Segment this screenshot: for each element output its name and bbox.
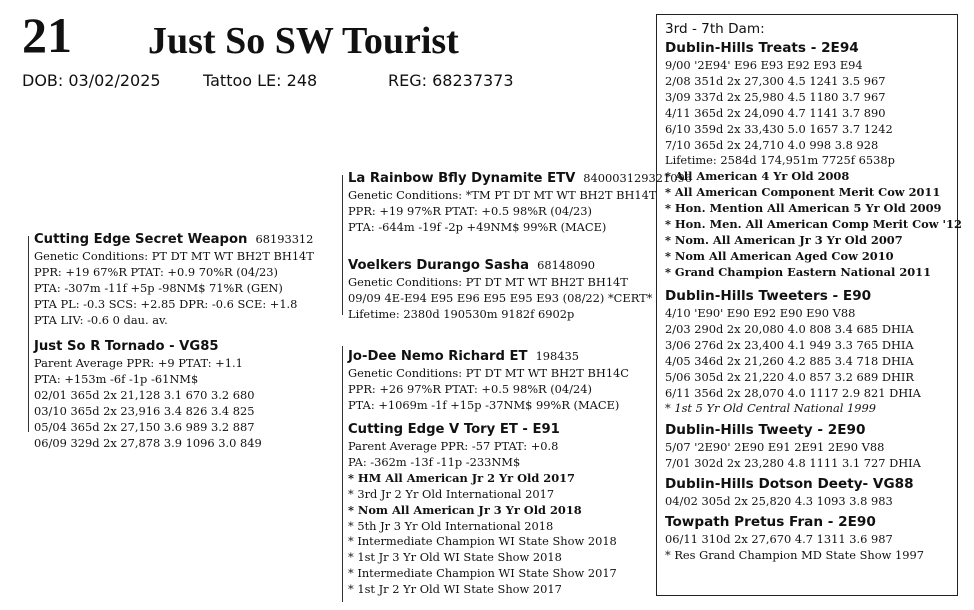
record-line: Genetic Conditions: PT DT MT WT BH2T BH14C xyxy=(348,366,630,380)
sixth-dam-block xyxy=(665,475,914,510)
extended-dams-heading: 3rd - 7th Dam: xyxy=(665,21,765,37)
sire-bracket-line xyxy=(28,236,29,432)
record-line: Lifetime: 2584d 174,951m 7725f 6538p xyxy=(665,153,895,168)
d4-name xyxy=(665,287,921,306)
registration-id: 68148090 xyxy=(537,258,596,272)
lot-number: 21 xyxy=(22,7,72,63)
record-line: * 3rd Jr 2 Yr Old International 2017 xyxy=(348,486,555,501)
tattoo-id: Tattoo LE: 248 xyxy=(203,71,318,90)
record-line: PTA: +153m -6f -1p -61NM$ xyxy=(34,371,199,386)
record-line: PTA: -644m -19f -2p +49NM$ 99%R (MACE) xyxy=(348,219,607,234)
record-line: 7/01 302d 2x 23,280 4.8 1111 3.1 727 DHIA xyxy=(665,455,921,470)
record-line: 2/03 290d 2x 20,080 4.0 808 3.4 685 DHIA xyxy=(665,321,914,336)
record-line: 5/07 '2E90' 2E90 E91 2E91 2E90 V88 xyxy=(665,440,885,454)
record-line: 6/10 359d 2x 33,430 5.0 1657 3.7 1242 xyxy=(665,121,893,136)
record-line: Parent Average PPR: -57 PTAT: +0.8 xyxy=(348,439,559,453)
record-line: * All American Component Merit Cow 2011 xyxy=(665,185,941,200)
third-dam-block xyxy=(665,39,962,281)
record-line: Genetic Conditions: PT DT MT WT BH2T BH14T xyxy=(348,275,628,289)
animal-name-text: Dublin-Hills Tweeters - E90 xyxy=(665,288,872,304)
record-line: PPR: +26 97%R PTAT: +0.5 98%R (04/24) xyxy=(348,381,592,396)
fifth-dam-block xyxy=(665,421,921,472)
registration-id: 198435 xyxy=(535,349,580,363)
record-line: Parent Average PPR: +9 PTAT: +1.1 xyxy=(34,356,243,370)
dam-block xyxy=(34,337,262,451)
d7-name xyxy=(665,513,924,532)
record-line: 09/09 4E-E94 E95 E96 E95 E95 E93 (08/22) *CERT* xyxy=(348,290,653,305)
record-line: PA: -362m -13f -11p -233NM$ xyxy=(348,454,521,469)
record-line: PPR: +19 97%R PTAT: +0.5 98%R (04/23) xyxy=(348,203,592,218)
sire-sire-block xyxy=(348,169,692,236)
animal-name-text: Voelkers Durango Sasha xyxy=(348,258,530,273)
seventh-dam-block xyxy=(665,513,924,564)
record-line: * 1st 5 Yr Old Central National 1999 xyxy=(665,401,877,416)
record-line: 4/10 'E90' E90 E92 E90 E90 V88 xyxy=(665,306,856,320)
record-line: * Nom. All American Jr 3 Yr Old 2007 xyxy=(665,232,903,247)
record-line: 4/11 365d 2x 24,090 4.7 1141 3.7 890 xyxy=(665,105,886,120)
animal-name-text: Cutting Edge V Tory ET - E91 xyxy=(348,422,560,437)
animal-name-text: Cutting Edge Secret Weapon xyxy=(34,232,248,247)
record-line: 3/09 337d 2x 25,980 4.5 1180 3.7 967 xyxy=(665,89,886,104)
animal-name-text: Dublin-Hills Dotson Deety- VG88 xyxy=(665,476,914,492)
record-line: * Res Grand Champion MD State Show 1997 xyxy=(665,547,924,562)
dam-sire-bracket-line xyxy=(342,346,343,602)
animal-name-text: Towpath Pretus Fran - 2E90 xyxy=(665,514,876,530)
record-line: * 1st Jr 3 Yr Old WI State Show 2018 xyxy=(348,550,562,565)
record-line: Genetic Conditions: *TM PT DT MT WT BH2T BH14T xyxy=(348,188,657,202)
registration-id: 840003129321096 xyxy=(583,171,693,185)
ds-name xyxy=(348,347,629,366)
record-line: 06/09 329d 2x 27,878 3.9 1096 3.0 849 xyxy=(34,435,262,450)
record-line: 05/04 365d 2x 27,150 3.6 989 3.2 887 xyxy=(34,419,255,434)
sire-name xyxy=(34,230,314,249)
record-line: * 1st Jr 2 Yr Old WI State Show 2017 xyxy=(348,582,562,597)
record-line: 5/06 305d 2x 21,220 4.0 857 3.2 689 DHIR xyxy=(665,369,914,384)
sire-sire-bracket-line xyxy=(342,175,343,315)
animal-name-text: Jo-Dee Nemo Richard ET xyxy=(348,349,528,364)
animal-name-text: Dublin-Hills Treats - 2E94 xyxy=(665,40,859,56)
dam-dam-block xyxy=(348,420,617,598)
record-line: * Grand Champion Eastern National 2011 xyxy=(665,264,932,279)
registration-id: 68193312 xyxy=(255,232,314,246)
record-line: PTA: -307m -11f +5p -98NM$ 71%R (GEN) xyxy=(34,280,283,295)
registration-number: REG: 68237373 xyxy=(388,71,514,90)
record-line: Genetic Conditions: PT DT MT WT BH2T BH14T xyxy=(34,249,314,263)
ss-name xyxy=(348,169,692,188)
record-line: * Intermediate Champion WI State Show 2018 xyxy=(348,534,617,549)
record-line: 9/00 '2E94' E96 E93 E92 E93 E94 xyxy=(665,58,863,72)
animal-name-text: La Rainbow Bfly Dynamite ETV xyxy=(348,171,576,186)
record-line: 6/11 356d 2x 28,070 4.0 1117 2.9 821 DHIA xyxy=(665,385,921,400)
sire-block xyxy=(34,230,314,329)
record-line: * All American 4 Yr Old 2008 xyxy=(665,169,850,184)
record-line: * Hon. Men. All American Comp Merit Cow '12 xyxy=(665,217,962,232)
d6-name xyxy=(665,475,914,494)
dam-name xyxy=(34,337,262,356)
record-line: Lifetime: 2380d 190530m 9182f 6902p xyxy=(348,306,575,321)
record-line: PTA: +1069m -1f +15p -37NM$ 99%R (MACE) xyxy=(348,397,620,412)
record-line: 7/10 365d 2x 24,710 4.0 998 3.8 928 xyxy=(665,137,879,152)
d3-name xyxy=(665,39,962,58)
record-line: * Nom All American Aged Cow 2010 xyxy=(665,248,894,263)
record-line: * HM All American Jr 2 Yr Old 2017 xyxy=(348,470,575,485)
record-line: 4/05 346d 2x 21,260 4.2 885 3.4 718 DHIA xyxy=(665,353,914,368)
record-line: PTA LIV: -0.6 0 dau. av. xyxy=(34,312,168,327)
dd-name xyxy=(348,420,617,439)
extended-dams-box xyxy=(656,14,962,596)
animal-name: Just So SW Tourist xyxy=(148,20,459,62)
d5-name xyxy=(665,421,921,440)
record-line: * Nom All American Jr 3 Yr Old 2018 xyxy=(348,502,582,517)
dam-sire-block xyxy=(348,347,629,414)
record-line: * Intermediate Champion WI State Show 2017 xyxy=(348,566,617,581)
record-line: 02/01 365d 2x 21,128 3.1 670 3.2 680 xyxy=(34,387,255,402)
record-line: 2/08 351d 2x 27,300 4.5 1241 3.5 967 xyxy=(665,73,886,88)
record-line: 3/06 276d 2x 23,400 4.1 949 3.3 765 DHIA xyxy=(665,337,914,352)
record-line: 03/10 365d 2x 23,916 3.4 826 3.4 825 xyxy=(34,403,255,418)
record-line: PTA PL: -0.3 SCS: +2.85 DPR: -0.6 SCE: +1.8 xyxy=(34,296,298,311)
record-line: PPR: +19 67%R PTAT: +0.9 70%R (04/23) xyxy=(34,264,278,279)
birth-date: DOB: 03/02/2025 xyxy=(22,71,161,90)
record-line: 04/02 305d 2x 25,820 4.3 1093 3.8 983 xyxy=(665,494,893,508)
fourth-dam-block xyxy=(665,287,921,417)
animal-name-text: Just So R Tornado - VG85 xyxy=(34,339,219,354)
record-line: * Hon. Mention All American 5 Yr Old 2009 xyxy=(665,201,942,216)
record-line: * 5th Jr 3 Yr Old International 2018 xyxy=(348,518,554,533)
record-line: 06/11 310d 2x 27,670 4.7 1311 3.6 987 xyxy=(665,532,893,546)
sd-name xyxy=(348,256,652,275)
animal-name-text: Dublin-Hills Tweety - 2E90 xyxy=(665,422,866,438)
sire-dam-block xyxy=(348,256,652,323)
